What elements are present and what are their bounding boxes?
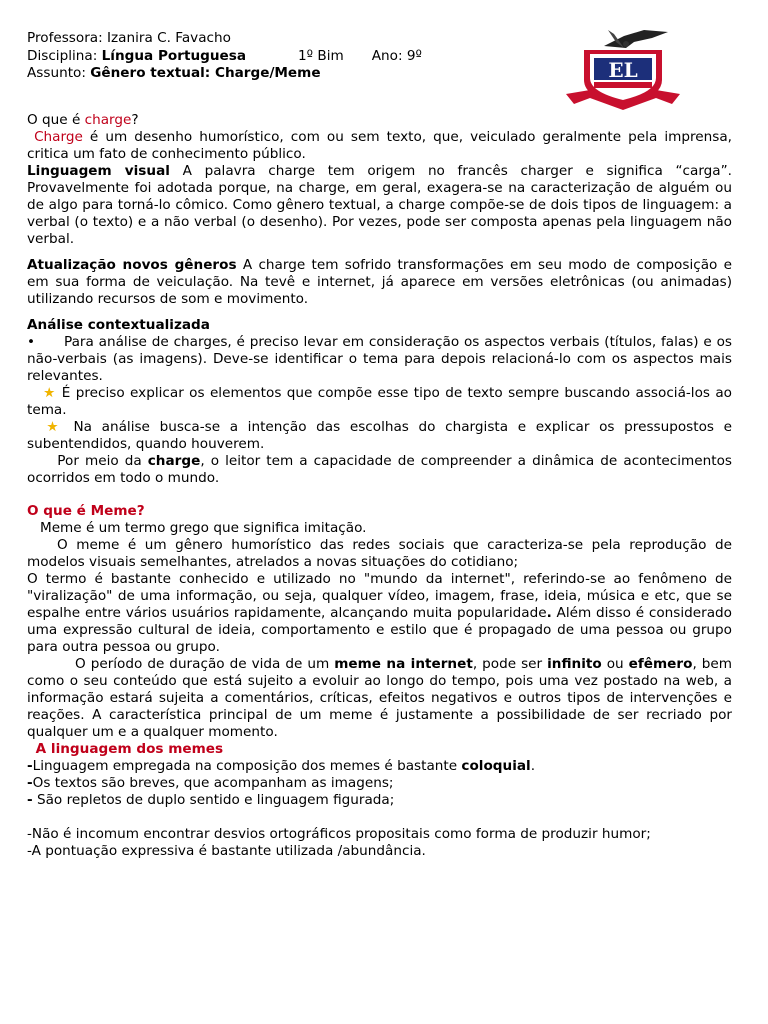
- meme-language-title: A linguagem dos memes: [35, 740, 224, 757]
- subject-value: Gênero textual: Charge/Meme: [90, 65, 321, 81]
- header: [27, 30, 732, 83]
- charge-question: O que é charge?: [27, 111, 139, 128]
- charge-closing: Por meio da charge, o leitor tem a capacidade de compreender a dinâmica de acontecimentos ocorridos em todo o mundo.: [27, 452, 732, 486]
- star-icon: ★: [46, 418, 64, 435]
- analysis-title: Análise contextualizada: [27, 316, 210, 333]
- meme-language-item-2: -Os textos são breves, que acompanham as imagens;: [27, 774, 394, 791]
- meme-paragraph-3: O termo é bastante conhecido e utilizado no "mundo da internet", referindo-se ao fenômeno de "viralização" de uma informação, ou seja, qualquer vídeo, imagem, frase, ideia, música e etc, que se espalhe entre vários usuários rapidamente, alcançando muita popularidade. Além disso é considerado uma expressão cultural de ideia, comportamento e estilo que é propagado de uma pessoa ou grupo para outra pessoa ou grupo.: [27, 570, 732, 655]
- meme-language-item-5: -A pontuação expressiva é bastante utilizada /abundância.: [27, 842, 426, 859]
- logo-letters: EL: [608, 58, 638, 82]
- meme-language-item-3: - São repletos de duplo sentido e linguagem figurada;: [27, 791, 395, 808]
- new-genres-paragraph: Atualização novos gêneros A charge tem sofrido transformações em seu modo de composição e em sua forma de veiculação. Na tevê e internet, já aparece em versões eletrônicas (ou animadas) utilizando recursos de som e movimento.: [27, 256, 733, 307]
- discipline-label: Disciplina:: [27, 47, 98, 64]
- analysis-bullet-3: ★ Na análise busca-se a intenção das escolhas do chargista e explicar os pressupostos e subentendidos, quando houverem.: [27, 418, 733, 452]
- star-icon: ★: [43, 384, 57, 401]
- charge-definition: Charge é um desenho humorístico, com ou sem texto, que, veiculado geralmente pela imprensa, critica um fato de conhecimento público.: [27, 128, 732, 162]
- visual-language-paragraph: Linguagem visual A palavra charge tem origem no francês charger e significa “carga”. Provavelmente foi adotada porque, na charge, em geral, exagera-se na caracterização de alguém ou de algo para torná-lo cômico. Como gênero textual, a charge compõe-se de dois tipos de linguagem: a verbal (o texto) e a não verbal (o desenho). Por vezes, pode ser composta apenas pela linguagem não verbal.: [27, 162, 732, 247]
- meme-paragraph-2: O meme é um gênero humorístico das redes sociais que caracteriza-se pela reprodução de modelos visuais semelhantes, atrelados a novas situações do cotidiano;: [27, 536, 732, 570]
- professor-label: Professora:: [27, 30, 103, 46]
- analysis-bullet-2: ★ É preciso explicar os elementos que compõe esse tipo de texto sempre buscando associá-los ao tema.: [27, 384, 733, 418]
- document-body: [27, 30, 732, 860]
- meme-title: O que é Meme?: [27, 502, 145, 519]
- discipline-value: Língua Portuguesa: [101, 47, 247, 64]
- meme-language-item-4: -Não é incomum encontrar desvios ortográficos propositais como forma de produzir humor;: [27, 825, 651, 842]
- analysis-bullet-1: • Para análise de charges, é preciso levar em consideração os aspectos verbais (títulos, falas) e os não-verbais (as imagens). Deve-se identificar o tema para depois relacioná-lo com os aspectos mais relevantes.: [27, 333, 732, 384]
- school-year: Ano: 9º: [371, 47, 422, 64]
- professor-name: Izanira C. Favacho: [107, 30, 231, 46]
- meme-language-item-1: -Linguagem empregada na composição dos memes é bastante coloquial.: [27, 757, 536, 774]
- subject-label: Assunto:: [27, 65, 86, 81]
- meme-paragraph-1: Meme é um termo grego que significa imitação.: [39, 519, 367, 536]
- bimester: 1º Bim: [298, 47, 344, 64]
- meme-paragraph-4: O período de duração de vida de um meme na internet, pode ser infinito ou efêmero, bem como o seu conteúdo que está sujeito a evoluir ao longo do tempo, pois uma vez postado na web, a informação estará sujeita a comentários, críticas, efeitos negativos e outros tipos de intervenções e reações. A característica principal de um meme é justamente a possibilidade de ser recriado por qualquer um e a qualquer momento.: [27, 655, 732, 740]
